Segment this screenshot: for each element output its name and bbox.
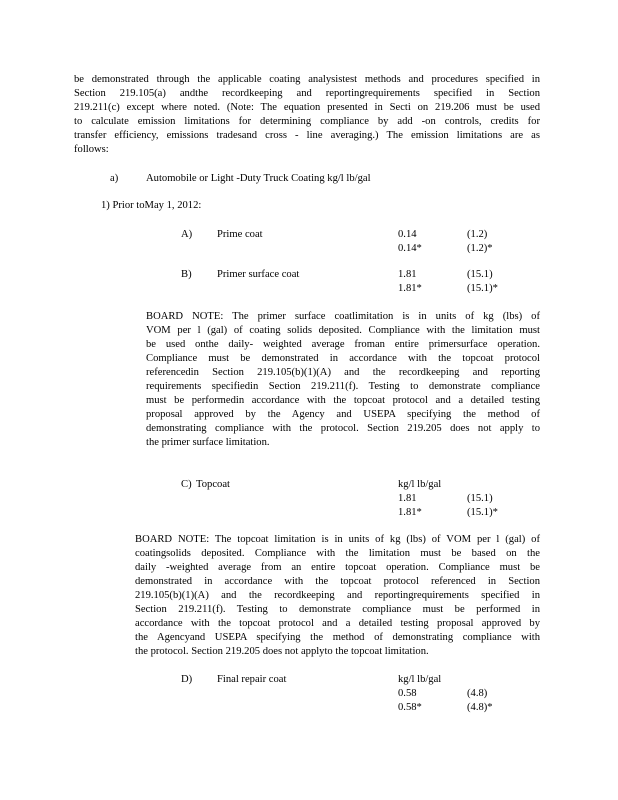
text-line: the Agencyand USEPA specifying the method of demonstrating compliance with xyxy=(135,632,540,643)
text-line: 219.105(b)(1)(A) and the recordkeeping and reportingrequirements specified in xyxy=(135,590,540,601)
item-b-name: Primer surface coat xyxy=(217,269,300,280)
text-line: BOARD NOTE: The topcoat limitation is in units of kg (lbs) of VOM per l (gal) of xyxy=(135,534,540,545)
intro-paragraph xyxy=(74,73,540,157)
board-note-primer xyxy=(146,310,540,450)
text-line: accordance with the topcoat protocol and a detailed testing proposal approved by xyxy=(135,618,540,629)
item-d-lb-value-alt: (4.8)* xyxy=(467,702,493,713)
item-c-kg-value-alt: 1.81* xyxy=(398,507,422,518)
text-line: coatingsolids deposited. Compliance with the limitation must be based on the xyxy=(135,548,540,559)
text-line: BOARD NOTE: The primer surface coatlimitation is in units of kg (lbs) of xyxy=(146,311,540,322)
board-note-topcoat xyxy=(135,533,540,659)
text-line: be demonstrated through the applicable coating analysistest methods and procedures specified in xyxy=(74,74,540,85)
text-line: follows: xyxy=(74,144,109,155)
text-line: Section 219.105(a) andthe recordkeeping and reportingrequirements specified in Section xyxy=(74,88,540,99)
item-c-unit-header: kg/l lb/gal xyxy=(398,479,442,490)
item-a-kg-value: 0.14 xyxy=(398,229,417,240)
text-line: the protocol. Section 219.205 does not applyto the topcoat limitation. xyxy=(135,646,429,657)
text-line: must be performedin accordance with the topcoat protocol and a detailed testing xyxy=(146,395,540,406)
item-a-name: Prime coat xyxy=(217,229,263,240)
item-b-lb-value: (15.1) xyxy=(467,269,493,280)
text-line: to calculate emission limitations for determining compliance by add -on controls, credits for xyxy=(74,116,540,127)
item-c-name: Topcoat xyxy=(196,479,230,490)
text-line: VOM per l (gal) of coating solids deposited. Compliance with the limitation must xyxy=(146,325,540,336)
item-d-unit-header: kg/l lb/gal xyxy=(398,674,442,685)
item-b-lb-value-alt: (15.1)* xyxy=(467,283,498,294)
item-a-marker: A) xyxy=(181,229,193,240)
text-line: referencedin Section 219.105(b)(1)(A) and the recordkeeping and reporting xyxy=(146,367,540,378)
section-a-marker: a) xyxy=(110,173,119,184)
text-line: proposal approved by the Agency and USEPA specifying the method of xyxy=(146,409,540,420)
text-line: 219.211(c) except where noted. (Note: The equation presented in Secti on 219.206 must be used xyxy=(74,102,540,113)
item-a-lb-value: (1.2) xyxy=(467,229,488,240)
item-d-kg-value-alt: 0.58* xyxy=(398,702,422,713)
item-c-kg-value: 1.81 xyxy=(398,493,417,504)
item-b-kg-value-alt: 1.81* xyxy=(398,283,422,294)
text-line: transfer efficiency, emissions tradesand cross - line averaging.) The emission limitations are as xyxy=(74,130,540,141)
text-line: the primer surface limitation. xyxy=(146,437,270,448)
item-d-name: Final repair coat xyxy=(217,674,287,685)
item-b-kg-value: 1.81 xyxy=(398,269,417,280)
item-c-marker: C) xyxy=(181,479,192,490)
item-d-kg-value: 0.58 xyxy=(398,688,417,699)
item-c-lb-value: (15.1) xyxy=(467,493,493,504)
section-a-title: Automobile or Light -Duty Truck Coating kg/l lb/gal xyxy=(146,173,371,184)
item-d-marker: D) xyxy=(181,674,193,685)
text-line: Section 219.211(f). Testing to demonstrate compliance must be performed in xyxy=(135,604,540,615)
text-line: demonstrating compliance with the protocol. Section 219.205 does not apply to xyxy=(146,423,540,434)
subsection-1-label: 1) Prior toMay 1, 2012: xyxy=(101,200,202,211)
item-a-kg-value-alt: 0.14* xyxy=(398,243,422,254)
item-b-marker: B) xyxy=(181,269,192,280)
text-line: requirements specifiedin Section 219.211(f). Testing to demonstrate compliance xyxy=(146,381,540,392)
item-c-lb-value-alt: (15.1)* xyxy=(467,507,498,518)
item-a-lb-value-alt: (1.2)* xyxy=(467,243,493,254)
text-line: Compliance must be demonstrated in accordance with the topcoat protocol xyxy=(146,353,540,364)
text-line: demonstrated in accordance with the topcoat protocol referenced in Section xyxy=(135,576,540,587)
text-line: be used onthe daily- weighted average froman entire primersurface operation. xyxy=(146,339,540,350)
text-line: daily -weighted average from an entire topcoat operation. Compliance must be xyxy=(135,562,540,573)
item-d-lb-value: (4.8) xyxy=(467,688,488,699)
